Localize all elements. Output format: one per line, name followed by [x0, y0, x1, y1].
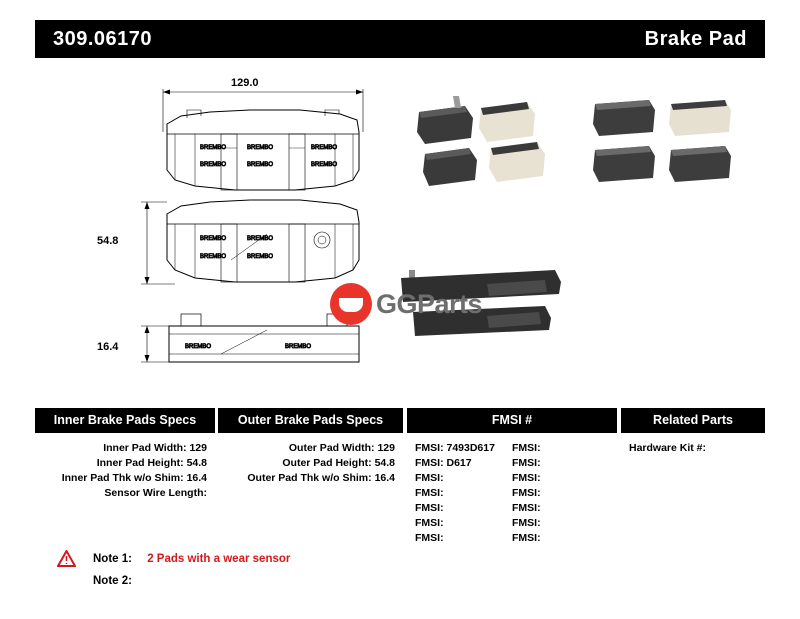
- fmsi-right-5: FMSI:: [512, 502, 541, 514]
- outer-pad-height-label: Outer Pad Height:: [282, 457, 372, 469]
- outer-specs-body: [218, 433, 403, 486]
- svg-text:BREMBO: BREMBO: [247, 162, 274, 168]
- fmsi-right-3: FMSI:: [512, 472, 541, 484]
- dim-thickness-label: 16.4: [97, 341, 119, 353]
- fmsi-row: [407, 486, 617, 501]
- note-2-line: [35, 570, 535, 592]
- dim-height-label: 54.8: [97, 235, 119, 247]
- product-type: Brake Pad: [644, 28, 747, 50]
- inner-pad-height-value: 54.8: [186, 457, 207, 469]
- spec-row: [218, 456, 403, 471]
- spec-row: [35, 486, 215, 501]
- outer-pad-thk-value: 16.4: [374, 472, 395, 484]
- photo-pad-group-left: [417, 96, 545, 186]
- fmsi-right-6: FMSI:: [512, 517, 541, 529]
- svg-text:BREMBO: BREMBO: [200, 254, 227, 260]
- fmsi-row: [407, 501, 617, 516]
- inner-pad-width-value: 129: [189, 442, 207, 454]
- fmsi-row: [407, 441, 617, 456]
- svg-text:BREMBO: BREMBO: [200, 145, 227, 151]
- note-1-value: 2 Pads with a wear sensor: [147, 553, 291, 565]
- related-parts-body: [621, 433, 765, 456]
- svg-text:BREMBO: BREMBO: [200, 236, 227, 242]
- fmsi-right-1: FMSI:: [512, 442, 541, 454]
- spec-row: [218, 471, 403, 486]
- fmsi-left-5: FMSI:: [415, 502, 444, 514]
- svg-text:BREMBO: BREMBO: [185, 344, 212, 350]
- fmsi-left-7: FMSI:: [415, 532, 444, 544]
- svg-text:BREMBO: BREMBO: [247, 236, 274, 242]
- dim-width-label: 129.0: [231, 77, 259, 89]
- fmsi-row: [407, 471, 617, 486]
- inner-pad-thk-label: Inner Pad Thk w/o Shim:: [61, 472, 184, 484]
- hardware-kit-label: Hardware Kit #:: [629, 442, 707, 454]
- note-2-label: Note 2:: [93, 575, 132, 587]
- fmsi-right-7: FMSI:: [512, 532, 541, 544]
- fmsi-row: [407, 531, 617, 546]
- svg-text:BREMBO: BREMBO: [247, 254, 274, 260]
- photo-pad-group-right: [593, 100, 731, 182]
- fmsi-left-6: FMSI:: [415, 517, 444, 529]
- inner-specs-body: [35, 433, 215, 501]
- svg-text:BREMBO: BREMBO: [311, 145, 338, 151]
- sensor-wire-length-label: Sensor Wire Length:: [104, 487, 207, 499]
- part-number: 309.06170: [53, 28, 153, 50]
- fmsi-row: [407, 516, 617, 531]
- inner-pad-width-label: Inner Pad Width:: [103, 442, 187, 454]
- outer-pad-width-label: Outer Pad Width:: [288, 442, 375, 454]
- fmsi-title: FMSI #: [407, 408, 617, 433]
- fmsi-left-4: FMSI:: [415, 487, 444, 499]
- header-bar: [35, 20, 765, 58]
- notes-section: [35, 548, 535, 592]
- fmsi-body: [407, 433, 617, 546]
- fmsi-block: [407, 408, 617, 546]
- outer-pad-specs-block: [218, 408, 403, 486]
- related-parts-block: [621, 408, 765, 456]
- inner-specs-title: Inner Brake Pads Specs: [35, 408, 215, 433]
- spec-row: [218, 441, 403, 456]
- fmsi-right-2: FMSI:: [512, 457, 541, 469]
- fmsi-row: [407, 456, 617, 471]
- photo-shim-group: [401, 270, 561, 336]
- note-1-label: Note 1:: [93, 553, 132, 565]
- outer-specs-title: Outer Brake Pads Specs: [218, 408, 403, 433]
- outer-pad-width-value: 129: [377, 442, 395, 454]
- product-photos: [395, 62, 765, 392]
- spec-row: [35, 471, 215, 486]
- fmsi-left-1: FMSI: 7493D617: [415, 442, 495, 454]
- note-1-line: [35, 548, 535, 570]
- hardware-kit-row: [629, 441, 765, 456]
- svg-text:BREMBO: BREMBO: [200, 162, 227, 168]
- fmsi-right-4: FMSI:: [512, 487, 541, 499]
- fmsi-left-2: FMSI: D617: [415, 457, 472, 469]
- outer-pad-height-value: 54.8: [374, 457, 395, 469]
- outer-pad-thk-label: Outer Pad Thk w/o Shim:: [247, 472, 372, 484]
- warning-icon: [57, 550, 76, 567]
- inner-pad-height-label: Inner Pad Height:: [96, 457, 184, 469]
- fmsi-left-3: FMSI:: [415, 472, 444, 484]
- inner-pad-thk-value: 16.4: [186, 472, 207, 484]
- related-parts-title: Related Parts: [621, 408, 765, 433]
- spec-row: [35, 456, 215, 471]
- svg-text:BREMBO: BREMBO: [285, 344, 312, 350]
- watermark-text: GGParts: [376, 288, 483, 319]
- svg-text:BREMBO: BREMBO: [247, 145, 274, 151]
- spec-row: [35, 441, 215, 456]
- inner-pad-specs-block: [35, 408, 215, 501]
- svg-text:BREMBO: BREMBO: [311, 162, 338, 168]
